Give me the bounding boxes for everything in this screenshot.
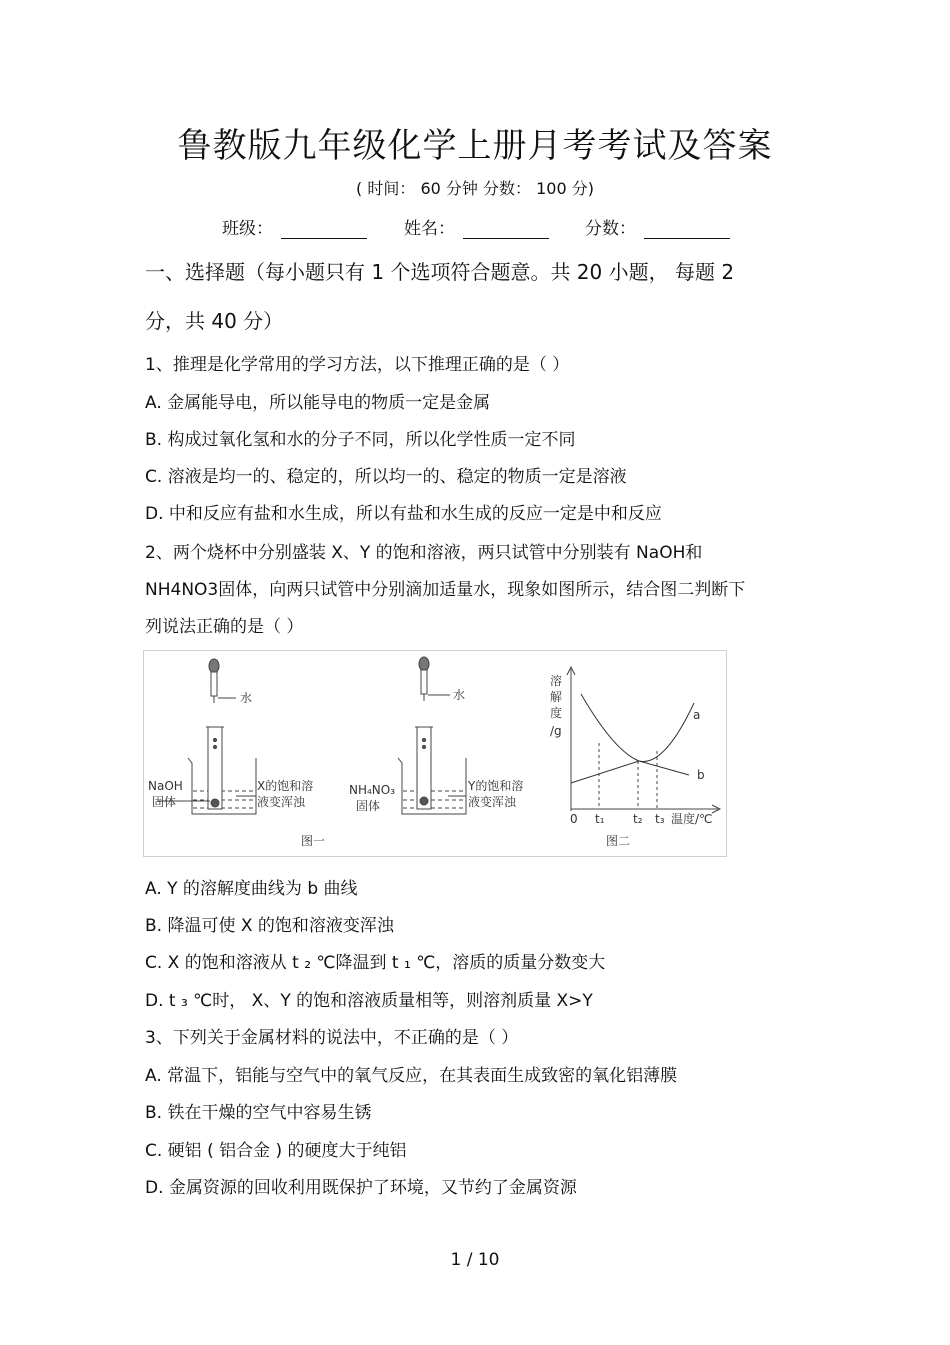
name-blank: [463, 220, 549, 239]
y-axis-char-2: 解: [550, 690, 563, 704]
exam-info: ( 时间： 60 分钟 分数： 100 分): [356, 179, 594, 198]
water-label-1: 水: [240, 691, 253, 705]
t3-label: t₃: [655, 812, 665, 826]
y-axis-char-3: 度: [550, 706, 563, 720]
y-axis-unit: /g: [550, 724, 562, 738]
t1-label: t₁: [595, 812, 605, 826]
score-blank: [644, 220, 730, 239]
water-label-2: 水: [453, 688, 466, 702]
q2-stem-line3: 列说法正确的是（ ）: [145, 617, 304, 637]
y-solution-label-1: Y的饱和溶: [468, 779, 524, 793]
solid-label-1: 固体: [152, 795, 177, 809]
q1-option-b: B. 构成过氧化氢和水的分子不同，所以化学性质一定不同: [145, 430, 576, 450]
page-title: 鲁教版九年级化学上册月考考试及答案: [177, 126, 773, 166]
q1-option-a: A. 金属能导电，所以能导电的物质一定是金属: [145, 393, 491, 413]
x-solution-label-1: X的饱和溶: [257, 779, 314, 793]
x-solution-label-2: 液变浑浊: [257, 795, 306, 809]
y-solution-label-2: 液变浑浊: [468, 795, 517, 809]
naoh-label: NaOH: [148, 779, 183, 793]
q3-option-b: B. 铁在干燥的空气中容易生锈: [145, 1103, 372, 1123]
curve-b: [571, 761, 689, 783]
section-heading-line1: 一、选择题（每小题只有 1 个选项符合题意。共 20 小题， 每题 2: [145, 260, 735, 284]
class-field: [222, 214, 367, 239]
curve-b-label: b: [697, 768, 705, 782]
q3-option-c: C. 硬铝 ( 铝合金 ) 的硬度大于纯铝: [145, 1141, 407, 1161]
figure1-caption: 图一: [301, 834, 326, 848]
t2-label: t₂: [633, 812, 643, 826]
curve-a-label: a: [693, 708, 701, 722]
solid-label-2: 固体: [356, 799, 381, 813]
q3-option-a: A. 常温下，铝能与空气中的氧气反应，在其表面生成致密的氧化铝薄膜: [145, 1066, 678, 1086]
q2-option-b: B. 降温可使 X 的饱和溶液变浑浊: [145, 916, 394, 936]
solubility-chart: [567, 667, 720, 813]
q3-option-d: D. 金属资源的回收利用既保护了环境，又节约了金属资源: [145, 1178, 577, 1198]
q1-stem: 1、推理是化学常用的学习方法，以下推理正确的是（ ）: [145, 355, 570, 375]
q1-option-c: C. 溶液是均一的、稳定的，所以均一的、稳定的物质一定是溶液: [145, 467, 627, 487]
nh4no3-label: NH₄NO₃: [349, 783, 396, 797]
q1-option-d: D. 中和反应有盐和水生成，所以有盐和水生成的反应一定是中和反应: [145, 504, 662, 524]
origin-label: 0: [570, 812, 578, 826]
curve-a: [581, 694, 694, 762]
class-label: 班级：: [222, 219, 273, 239]
q2-stem-line1: 2、两个烧杯中分别盛装 X、Y 的饱和溶液，两只试管中分别装有 NaOH和: [145, 543, 703, 563]
dropper-icon-1: [209, 659, 236, 703]
beaker-icon-2: [398, 727, 466, 814]
q3-stem: 3、下列关于金属材料的说法中，不正确的是（ ）: [145, 1028, 519, 1048]
class-blank: [281, 220, 367, 239]
dropper-icon-2: [419, 657, 450, 701]
page-number: 1 / 10: [450, 1250, 500, 1270]
y-axis-char-1: 溶: [550, 674, 563, 688]
q2-option-d: D. t ₃ ℃时， X、Y 的饱和溶液质量相等，则溶剂质量 X>Y: [145, 991, 593, 1011]
x-axis-label: 温度/℃: [671, 812, 713, 826]
name-label: 姓名：: [404, 219, 455, 239]
score-field: [585, 214, 730, 239]
q2-option-c: C. X 的饱和溶液从 t ₂ ℃降温到 t ₁ ℃，溶质的质量分数变大: [145, 953, 606, 973]
experiment-figure: [143, 650, 727, 857]
q2-option-a: A. Y 的溶解度曲线为 b 曲线: [145, 879, 358, 899]
section-heading-line2: 分，共 40 分）: [145, 309, 284, 333]
figure2-caption: 图二: [606, 834, 631, 848]
score-label: 分数：: [585, 219, 636, 239]
q2-stem-line2: NH4NO3固体，向两只试管中分别滴加适量水，现象如图所示，结合图二判断下: [145, 580, 746, 600]
name-field: [404, 214, 549, 239]
